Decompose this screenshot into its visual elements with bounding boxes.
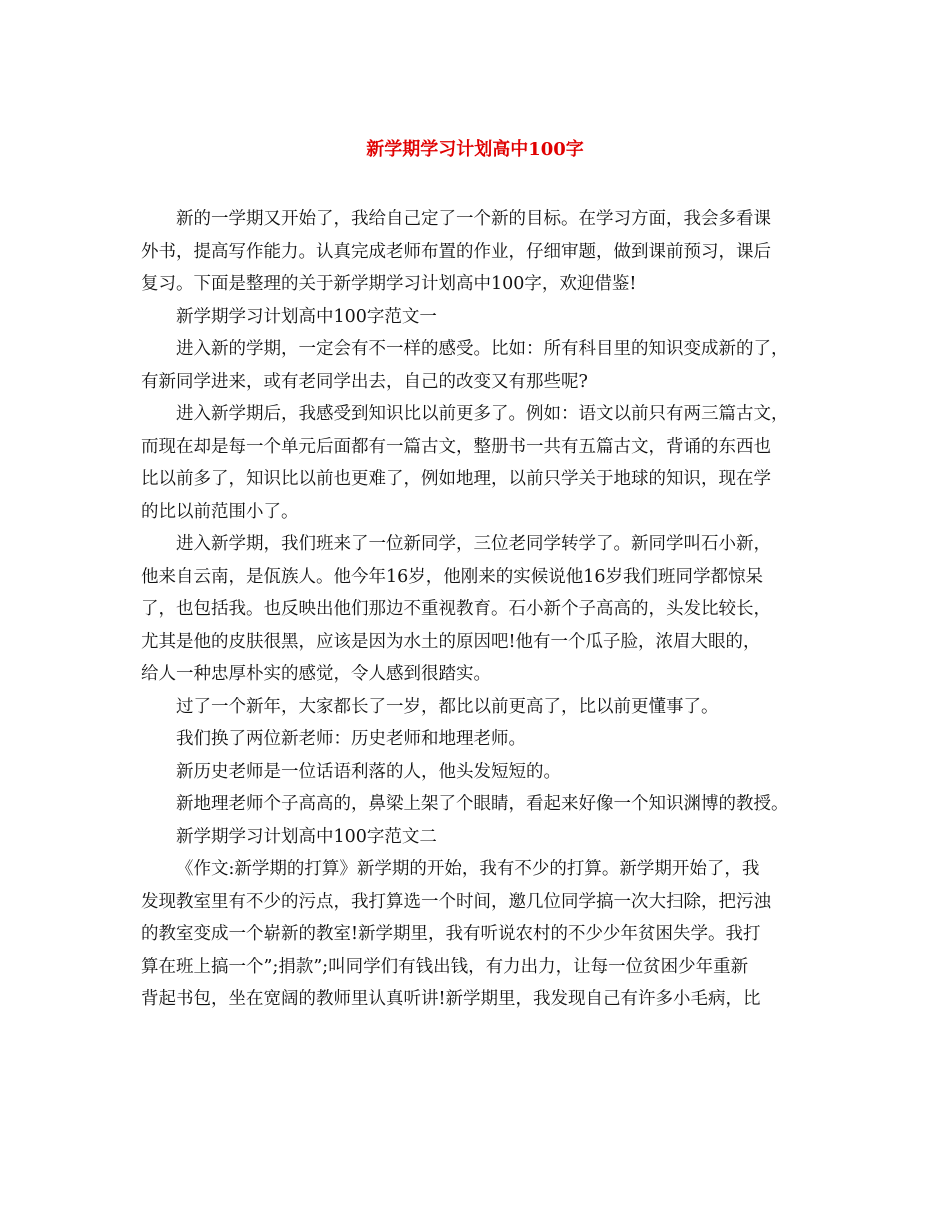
text-line: 我们换了两位新老师：历史老师和地理老师。 — [176, 729, 526, 749]
text-line: 尤其是他的皮肤很黑，应该是因为水土的原因吧!他有一个瓜子脸，浓眉大眼的， — [141, 631, 761, 652]
text-line: 过了一个新年，大家都长了一岁，都比以前更高了，比以前更懂事了。 — [176, 696, 719, 717]
text-line: 的教室变成一个崭新的教室!新学期里，我有听说农村的不少少年贫困失学。我打 — [141, 924, 761, 944]
text-line: 他来自云南，是佤族人。他今年16岁，他刚来的实候说他16岁我们班同学都惊呆 — [141, 566, 764, 587]
document-body — [141, 203, 831, 1016]
text-line: 新学期学习计划高中100字范文一 — [176, 306, 437, 327]
text-line: 外书，提高写作能力。认真完成老师布置的作业，仔细审题，做到课前预习，课后 — [141, 241, 771, 262]
text-line: 《作文:新学期的打算》新学期的开始，我有不少的打算。新学期开始了，我 — [176, 859, 760, 879]
text-line: 复习。下面是整理的关于新学期学习计划高中100字，欢迎借鉴! — [141, 274, 637, 294]
text-line: 发现教室里有不少的污点，我打算选一个时间，邀几位同学搞一次大扫除，把污浊 — [141, 891, 771, 912]
text-line: 新学期学习计划高中100字范文二 — [176, 826, 437, 847]
text-line: 进入新的学期，一定会有不一样的感受。比如：所有科目里的知识变成新的了， — [176, 339, 789, 359]
text-line: 了，也包括我。也反映出他们那边不重视教育。石小新个子高高的，头发比较长， — [141, 599, 771, 619]
text-line: 进入新学期后，我感受到知识比以前更多了。例如：语文以前只有两三篇古文， — [176, 404, 789, 424]
text-line: 给人一种忠厚朴实的感觉，令人感到很踏实。 — [141, 664, 491, 684]
text-line: 新的一学期又开始了，我给自己定了一个新的目标。在学习方面，我会多看课 — [176, 209, 771, 229]
text-line: 而现在却是每一个单元后面都有一篇古文，整册书一共有五篇古文，背诵的东西也 — [141, 436, 771, 457]
text-line: 有新同学进来，或有老同学出去，自己的改变又有那些呢? — [141, 371, 588, 392]
text-line: 新历史老师是一位话语利落的人，他头发短短的。 — [176, 761, 561, 782]
text-line: 比以前多了，知识比以前也更难了，例如地理，以前只学关于地球的知识，现在学 — [141, 469, 771, 489]
text-line: 背起书包，坐在宽阔的教师里认真听讲!新学期里，我发现自己有许多小毛病，比 — [141, 989, 761, 1009]
document-title: 新学期学习计划高中100字 — [366, 139, 584, 160]
text-line: 新地理老师个子高高的，鼻梁上架了个眼睛，看起来好像一个知识渊博的教授。 — [176, 794, 789, 814]
text-line: 算在班上搞一个”;捐款”;叫同学们有钱出钱，有力出力，让每一位贫困少年重新 — [141, 956, 749, 977]
text-line: 的比以前范围小了。 — [141, 501, 299, 522]
text-line: 进入新学期，我们班来了一位新同学，三位老同学转学了。新同学叫石小新， — [176, 534, 771, 554]
